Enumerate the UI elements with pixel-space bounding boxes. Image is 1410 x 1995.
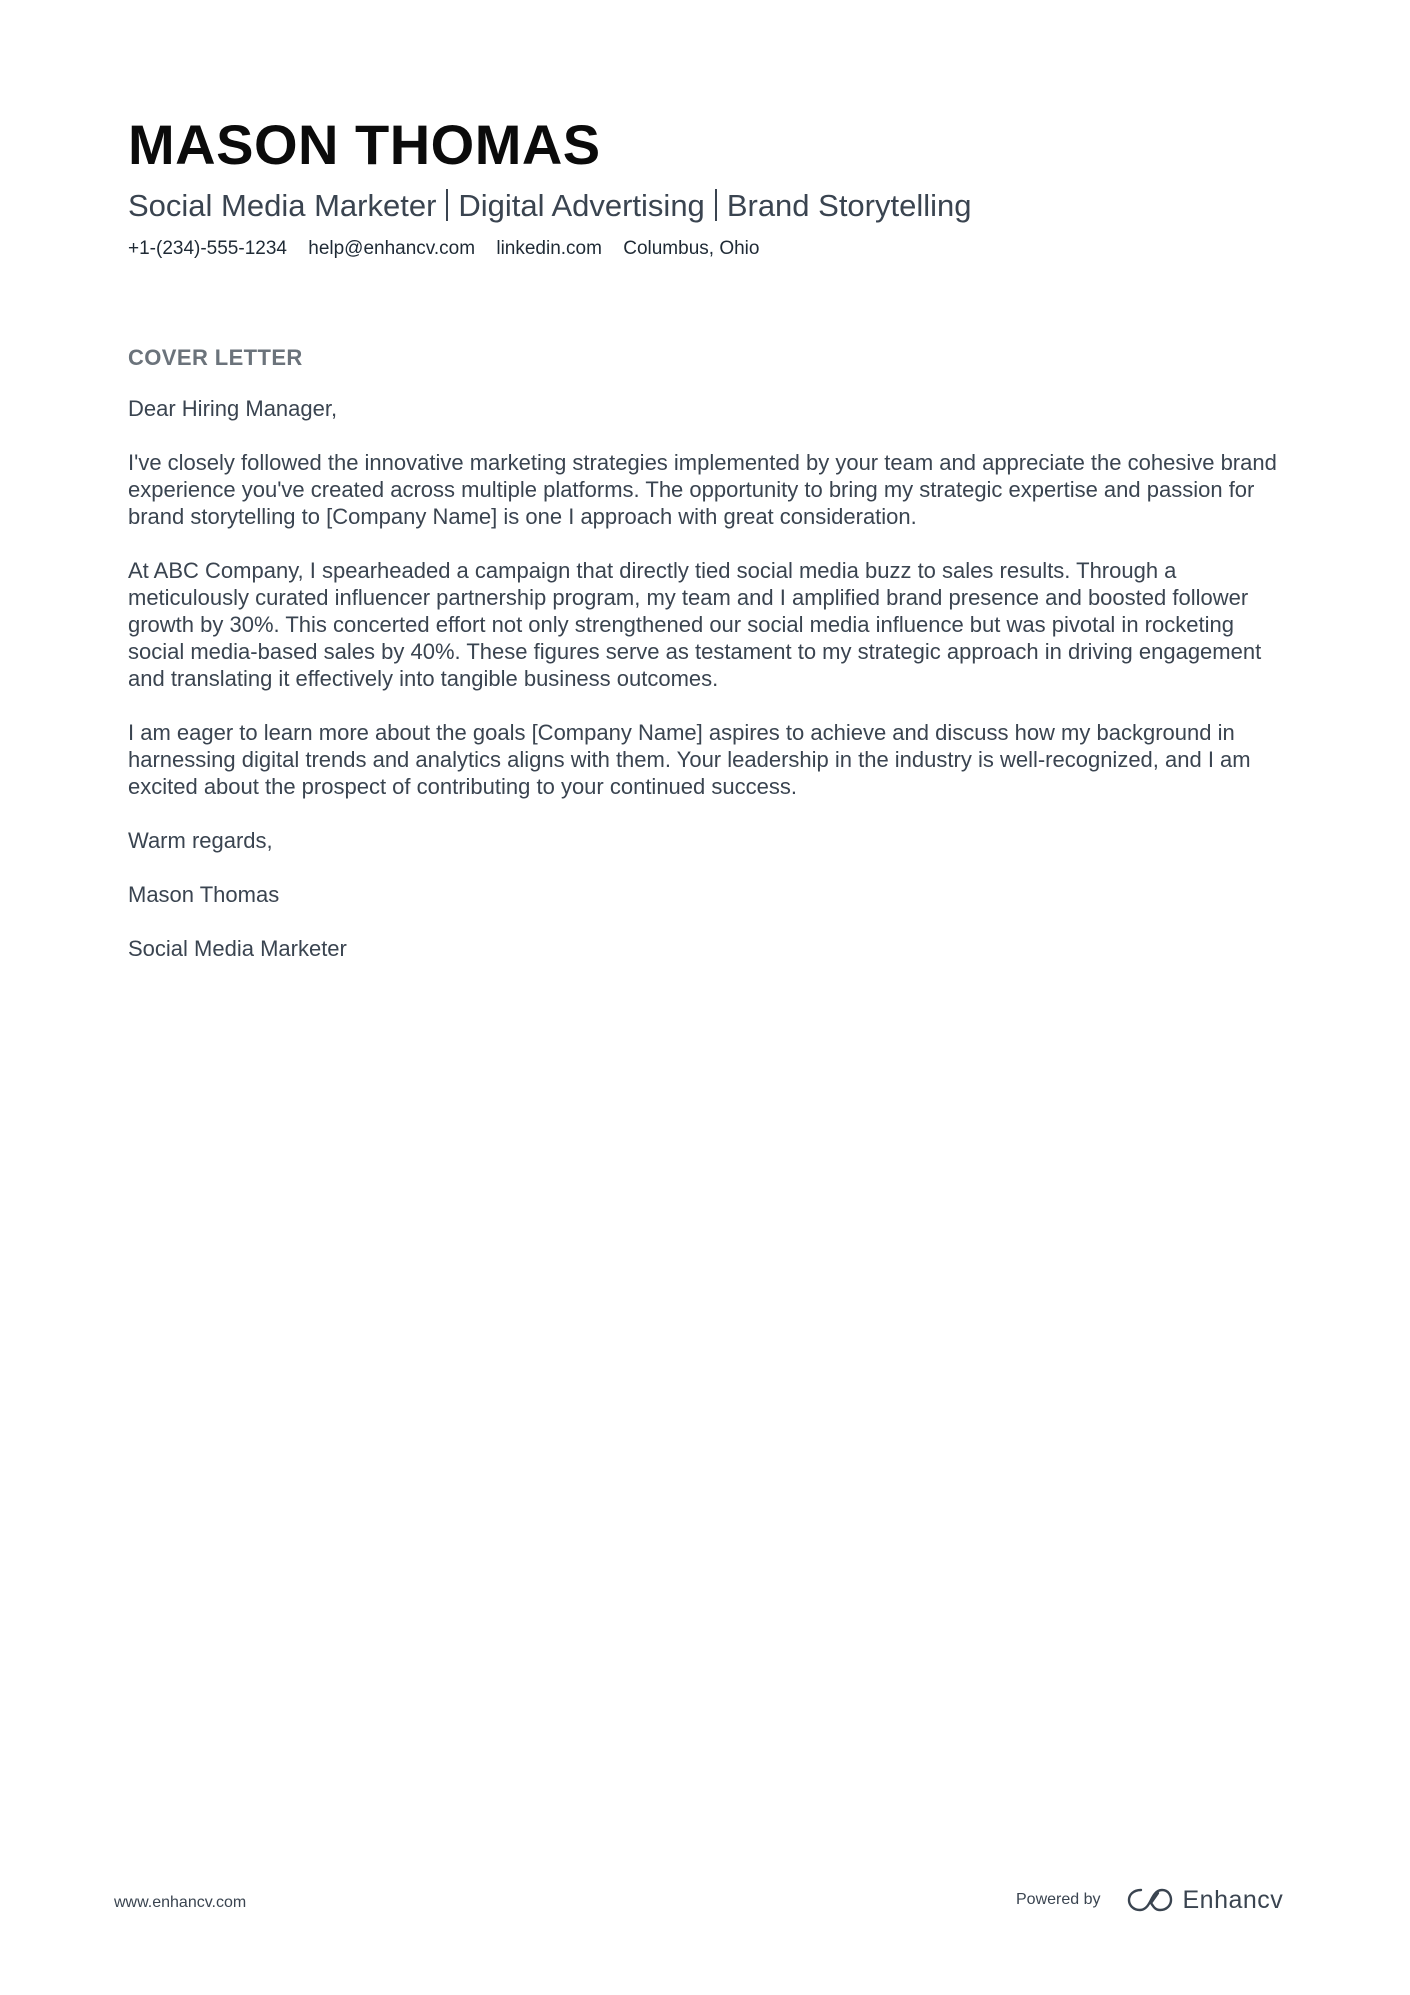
- tagline-item: Digital Advertising: [458, 188, 705, 223]
- powered-by-label: Powered by: [1016, 1891, 1101, 1908]
- applicant-name: MASON THOMAS: [128, 113, 601, 176]
- tagline-item: Social Media Marketer: [128, 188, 437, 223]
- email-link[interactable]: help@enhancv.com: [308, 238, 476, 259]
- section-title: COVER LETTER: [128, 345, 303, 370]
- tagline: [128, 186, 1288, 226]
- footer-website-link[interactable]: www.enhancv.com: [114, 1894, 247, 1911]
- tagline-item: Brand Storytelling: [726, 188, 972, 223]
- enhancv-logo-icon: [1127, 1887, 1173, 1913]
- letter-body: [128, 343, 1288, 989]
- linkedin-link[interactable]: linkedin.com: [496, 238, 602, 259]
- header: [128, 112, 1288, 262]
- phone-number[interactable]: +1-(234)-555-1234: [128, 238, 287, 259]
- tagline-separator: [446, 189, 448, 221]
- tagline-separator: [715, 189, 717, 221]
- paragraph: At ABC Company, I spearheaded a campaign that directly tied social media buzz to sales results. Through a meticulously curated influencer partnership program, my team and I amplified brand presence and boosted follower growth by 30%. This concerted effort not only strengthened our social media influence but was pivotal in rocketing social media-based sales by 40%. These figures serve as testament to my strategic approach in driving engagement and translating it effectively into tangible business outcomes.: [128, 558, 1262, 691]
- contact-info: [128, 236, 1288, 262]
- location: Columbus, Ohio: [623, 238, 760, 259]
- paragraph: I've closely followed the innovative marketing strategies implemented by your team and appreciate the cohesive brand experience you've created across multiple platforms. The opportunity to bring my strategic expertise and passion for brand storytelling to [Company Name] is one I approach with great consideration.: [128, 450, 1277, 529]
- greeting: Dear Hiring Manager,: [128, 396, 338, 421]
- closing: Warm regards,: [128, 828, 273, 853]
- signature-title: Social Media Marketer: [128, 936, 347, 961]
- signature-name: Mason Thomas: [128, 882, 280, 907]
- brand-name: Enhancv: [1182, 1885, 1284, 1914]
- footer-branding[interactable]: [1016, 1880, 1283, 1920]
- paragraph: I am eager to learn more about the goals [Company Name] aspires to achieve and discuss how my background in harnessing digital trends and analytics aligns with them. Your leadership in the industry is well-recognized, and I am excited about the prospect of contributing to your continued success.: [128, 720, 1251, 799]
